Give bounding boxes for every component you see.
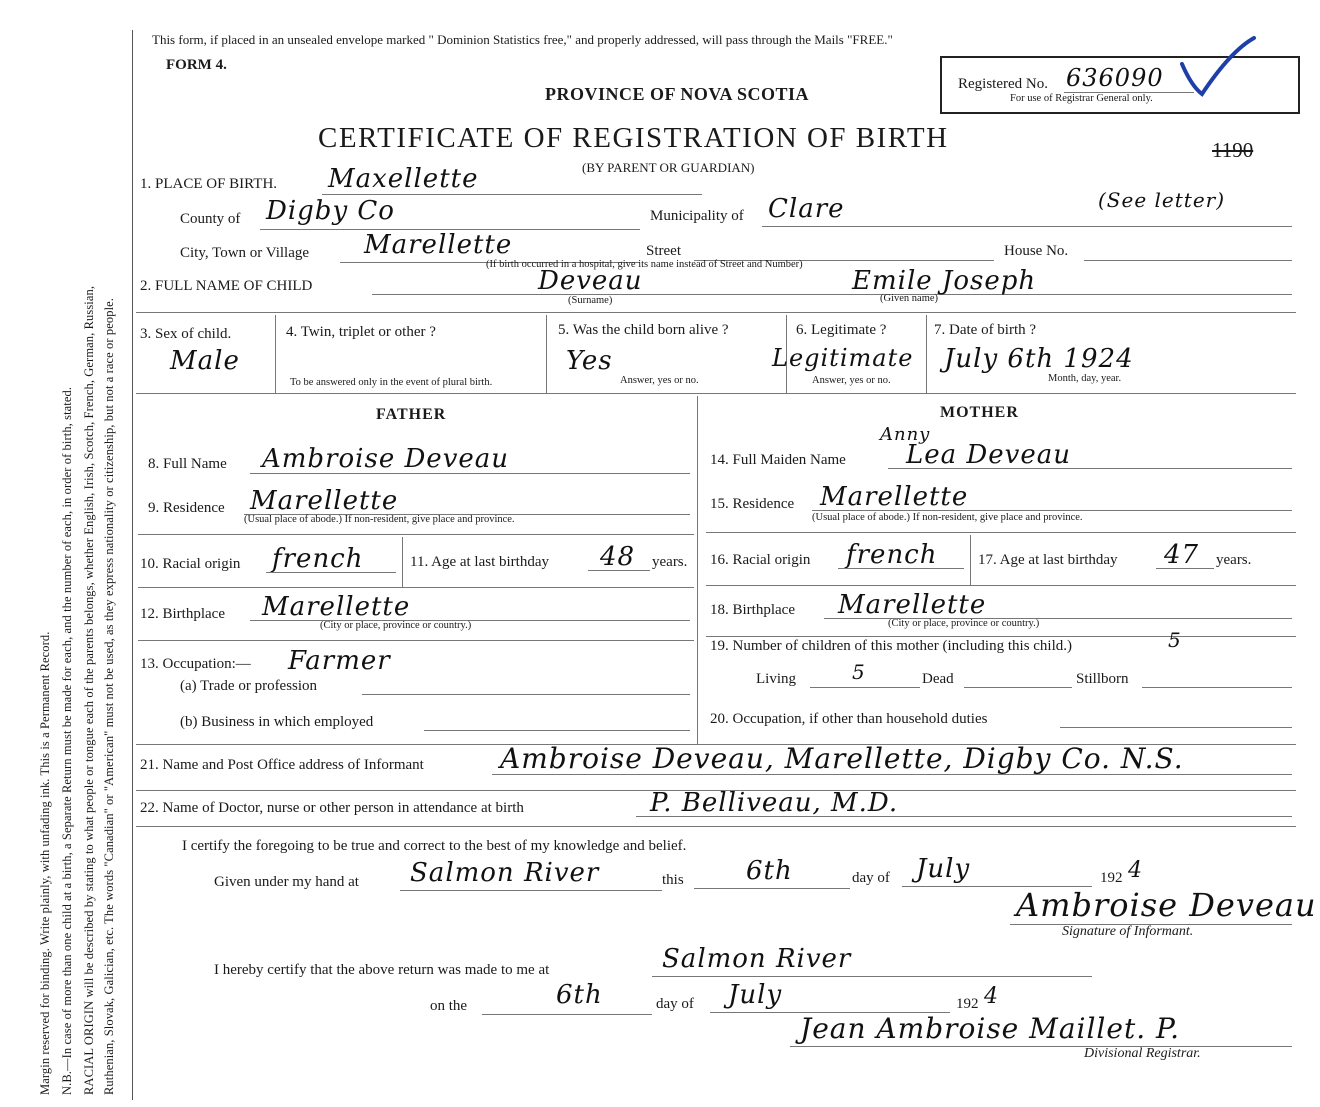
- doctor-value: P. Belliveau, M.D.: [650, 788, 899, 818]
- hospital-note: (If birth occurred in a hospital, give its name instead of Street and Number): [486, 259, 803, 270]
- living-label: Living: [756, 671, 796, 687]
- mailing-notice: This form, if placed in an unsealed envelope marked " Dominion Statistics free," and properly addressed, will pass through the Mails "FREE.": [152, 32, 893, 47]
- mother-rule-2: [706, 585, 1296, 586]
- city-label: City, Town or Village: [180, 245, 310, 261]
- municipality-line: [762, 226, 1292, 227]
- father-rule-1: [138, 534, 694, 535]
- registered-label: Registered No.: [958, 76, 1048, 92]
- mother-rule-3: [706, 636, 1296, 637]
- mother-residence-value: Marellette: [820, 482, 969, 512]
- registrar-day-line: [482, 1014, 652, 1015]
- given-month-value: July: [916, 854, 971, 884]
- legitimate-value: Legitimate: [772, 344, 914, 372]
- given-day-line: [694, 888, 850, 889]
- child-name-label: 2. FULL NAME OF CHILD: [140, 278, 313, 294]
- page-subtitle: (BY PARENT OR GUARDIAN): [582, 160, 755, 175]
- mother-age-value: 47: [1164, 540, 1200, 570]
- father-age-line: [588, 570, 650, 571]
- page-title: CERTIFICATE OF REGISTRATION OF BIRTH: [318, 122, 949, 154]
- twin-label: 4. Twin, triplet or other ?: [286, 324, 436, 340]
- doctor-line: [636, 816, 1292, 817]
- father-age-label: 11. Age at last birthday: [410, 554, 549, 570]
- mother-name-value: Lea Deveau: [906, 440, 1071, 470]
- province-heading: PROVINCE OF NOVA SCOTIA: [545, 84, 810, 104]
- father-age-value: 48: [600, 542, 636, 572]
- given-year-digit: 4: [1128, 858, 1143, 883]
- on-the-label: on the: [430, 998, 468, 1014]
- mother-residence-line: [812, 510, 1292, 511]
- registrar-place-line: [652, 976, 1092, 977]
- divider-4: [546, 315, 547, 393]
- registrar-day-of-label: day of: [656, 996, 694, 1012]
- this-label: this: [662, 872, 684, 888]
- father-rule-3: [138, 640, 694, 641]
- sex-value: Male: [170, 346, 240, 376]
- father-name-label: 8. Full Name: [148, 456, 227, 472]
- stillborn-line: [1142, 687, 1292, 688]
- rule-2: [136, 312, 1296, 313]
- given-place-line: [400, 890, 662, 891]
- mother-racial-value: french: [846, 540, 938, 570]
- business-label: (b) Business in which employed: [180, 714, 374, 730]
- place-line: [322, 194, 702, 195]
- mother-age-divider: [970, 535, 971, 585]
- alive-value: Yes: [566, 346, 613, 376]
- mother-heading: MOTHER: [940, 404, 1019, 421]
- informant-line: [492, 774, 1292, 775]
- dob-value: July 6th 1924: [944, 344, 1134, 374]
- father-rule-2: [138, 587, 694, 588]
- parents-divider: [697, 396, 698, 744]
- child-name-line: [372, 294, 1292, 295]
- child-given-name: Emile Joseph: [852, 266, 1037, 296]
- check-mark-icon: [1178, 34, 1258, 98]
- father-name-line: [250, 473, 690, 474]
- father-racial-value: french: [272, 544, 364, 574]
- father-name-value: Ambroise Deveau: [262, 444, 510, 474]
- living-value: 5: [852, 660, 866, 684]
- given-name-label: (Given name): [880, 293, 939, 304]
- registrar-note: For use of Registrar General only.: [1010, 93, 1153, 104]
- twin-note: To be answered only in the event of plural birth.: [290, 377, 493, 388]
- father-racial-label: 10. Racial origin: [140, 556, 241, 572]
- father-years-label: years.: [652, 554, 688, 570]
- mother-rule-1: [706, 532, 1296, 533]
- margin-note-2: N.B.—In case of more than one child at a birth, a Separate Return must be made for each, and the number of each, in order of birth, stated.: [60, 386, 74, 1095]
- mother-occupation-line: [1060, 727, 1292, 728]
- registrar-year-digit: 4: [984, 984, 999, 1009]
- father-heading: FATHER: [376, 406, 447, 423]
- registrar-signature-label: Divisional Registrar.: [1084, 1046, 1201, 1061]
- mother-birthplace-label: 18. Birthplace: [710, 602, 795, 618]
- trade-line: [362, 694, 690, 695]
- father-birthplace-label: 12. Birthplace: [140, 606, 225, 622]
- business-line: [424, 730, 690, 731]
- father-residence-value: Marellette: [250, 486, 399, 516]
- form-number: FORM 4.: [166, 57, 227, 73]
- informant-label: 21. Name and Post Office address of Informant: [140, 757, 424, 773]
- margin-note-3: RACIAL ORIGIN will be described by stating to what people or tongue each of the parents belongs, whether English, Irish, Scotch, French, German, Russian,: [82, 285, 96, 1095]
- stamp-number: 1190: [1212, 138, 1254, 162]
- legitimate-label: 6. Legitimate ?: [796, 322, 887, 338]
- children-count-value: 5: [1168, 628, 1182, 652]
- father-birthplace-note: (City or place, province or country.): [320, 620, 472, 631]
- mother-name-line: [888, 468, 1292, 469]
- registered-number: 636090: [1066, 64, 1164, 92]
- county-label: County of: [180, 211, 241, 227]
- municipality-value: Clare: [768, 194, 845, 224]
- father-residence-note: (Usual place of abode.) If non-resident, give place and province.: [244, 514, 515, 525]
- divider-3: [275, 315, 276, 393]
- father-occupation-value: Farmer: [288, 646, 391, 676]
- given-under-label: Given under my hand at: [214, 874, 359, 890]
- informant-value: Ambroise Deveau, Marellette, Digby Co. N.S.: [500, 742, 1184, 775]
- living-line: [810, 687, 920, 688]
- house-line: [1084, 260, 1292, 261]
- divider-6: [926, 315, 927, 393]
- stillborn-label: Stillborn: [1076, 671, 1129, 687]
- father-racial-line: [266, 572, 396, 573]
- certify-text: I certify the foregoing to be true and correct to the best of my knowledge and belief.: [182, 838, 687, 854]
- alive-label: 5. Was the child born alive ?: [558, 322, 729, 338]
- sex-label: 3. Sex of child.: [140, 326, 232, 342]
- rule-3: [136, 393, 1296, 394]
- dead-line: [964, 687, 1072, 688]
- registrar-month-value: July: [728, 980, 783, 1010]
- dob-note: Month, day, year.: [1048, 373, 1122, 384]
- see-letter-note: (See letter): [1098, 188, 1226, 212]
- place-of-birth-value: Maxellette: [328, 164, 479, 194]
- mother-birthplace-value: Marellette: [838, 590, 987, 620]
- registrar-signature: Jean Ambroise Maillet. P.: [800, 1012, 1181, 1045]
- rule-6: [136, 826, 1296, 827]
- county-value: Digby Co: [266, 196, 395, 226]
- margin-note-4: Ruthenian, Slovak, Galician, etc. The words "Canadian" or "American" must not be used, as they express nationality or citizenship, but not a race or people.: [102, 297, 116, 1095]
- father-residence-label: 9. Residence: [148, 500, 225, 516]
- given-day-value: 6th: [746, 856, 793, 886]
- municipality-label: Municipality of: [650, 208, 744, 224]
- informant-signature-label: Signature of Informant.: [1062, 924, 1194, 939]
- legitimate-note: Answer, yes or no.: [812, 375, 891, 386]
- registrar-day-value: 6th: [556, 980, 603, 1010]
- margin-rule: [132, 30, 133, 1100]
- mother-years-label: years.: [1216, 552, 1252, 568]
- registrar-signature-line: [790, 1046, 1292, 1047]
- street-label: Street: [646, 243, 681, 259]
- given-day-of-label: day of: [852, 870, 890, 886]
- father-occupation-label: 13. Occupation:—: [140, 656, 251, 672]
- registrar-place-value: Salmon River: [662, 944, 852, 974]
- father-birthplace-value: Marellette: [262, 592, 411, 622]
- given-place-value: Salmon River: [410, 858, 600, 888]
- house-number-label: House No.: [1004, 243, 1069, 259]
- child-surname: Deveau: [538, 266, 643, 296]
- registrar-certify-text: I hereby certify that the above return was made to me at: [214, 962, 550, 978]
- place-of-birth-label: 1. PLACE OF BIRTH.: [140, 176, 278, 192]
- mother-occupation-label: 20. Occupation, if other than household duties: [710, 711, 988, 727]
- mother-racial-label: 16. Racial origin: [710, 552, 811, 568]
- margin-note-1: Margin reserved for binding. Write plainly, with unfading ink. This is a Permanent Record.: [38, 631, 52, 1095]
- mother-age-line: [1156, 568, 1214, 569]
- dob-label: 7. Date of birth ?: [934, 322, 1037, 338]
- dead-label: Dead: [922, 671, 954, 687]
- given-year-prefix: 192: [1100, 870, 1123, 886]
- alive-note: Answer, yes or no.: [620, 375, 699, 386]
- mother-residence-note: (Usual place of abode.) If non-resident, give place and province.: [812, 512, 1083, 523]
- doctor-label: 22. Name of Doctor, nurse or other person in attendance at birth: [140, 800, 524, 816]
- registrar-year-prefix: 192: [956, 996, 979, 1012]
- trade-label: (a) Trade or profession: [180, 678, 318, 694]
- mother-residence-label: 15. Residence: [710, 496, 795, 512]
- father-age-divider: [402, 537, 403, 587]
- children-count-label: 19. Number of children of this mother (including this child.): [710, 638, 1073, 654]
- mother-age-label: 17. Age at last birthday: [978, 552, 1118, 568]
- mother-birthplace-note: (City or place, province or country.): [888, 618, 1040, 629]
- mother-name-prefix: Anny: [880, 424, 931, 445]
- surname-label: (Surname): [568, 295, 613, 306]
- mother-name-label: 14. Full Maiden Name: [710, 452, 846, 468]
- informant-signature: Ambroise Deveau: [1016, 886, 1317, 924]
- mother-racial-line: [838, 568, 964, 569]
- city-value: Marellette: [364, 230, 513, 260]
